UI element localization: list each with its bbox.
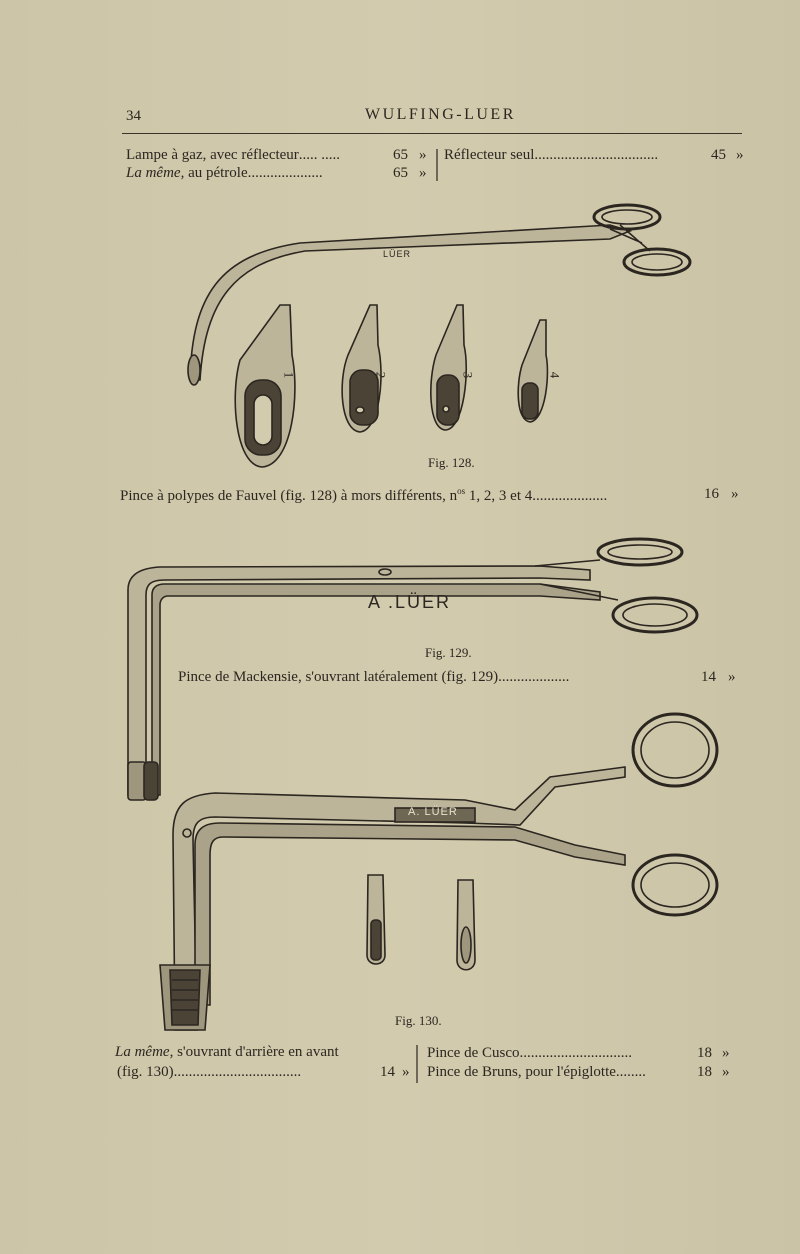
entry-label: Pince de Mackensie, s'ouvrant latéralement (fig. 129) xyxy=(178,669,499,685)
entry-label: (fig. 130) xyxy=(117,1064,174,1080)
entry-label-sup: os xyxy=(457,486,466,496)
entry-lampe-petrole xyxy=(126,165,323,182)
price-bruns: 18 xyxy=(697,1064,712,1080)
entry-la-meme xyxy=(115,1044,339,1061)
fig128-tip-label-2: 2 xyxy=(373,371,389,379)
fig128-tip-label-1: 1 xyxy=(281,371,297,379)
entry-label-italic: La même, xyxy=(115,1044,174,1060)
mark-lampe-petrole: » xyxy=(419,165,427,181)
fig129-engraving: A .LÜER xyxy=(368,592,452,612)
price-mackensie: 14 xyxy=(701,669,716,685)
mark-reflecteur: » xyxy=(736,147,744,163)
price-reflecteur: 45 xyxy=(711,147,726,163)
entry-label-tail: 1, 2, 3 et 4 xyxy=(465,488,533,504)
header-rule xyxy=(122,133,742,134)
leader-dots: .................... xyxy=(532,488,608,504)
entry-reflecteur xyxy=(444,147,658,164)
fig129-caption: Fig. 129. xyxy=(425,645,472,660)
entry-label: au pétrole xyxy=(184,165,248,181)
page-number: 34 xyxy=(126,108,141,124)
leader-dots: .............................. xyxy=(519,1045,632,1061)
price-cusco: 18 xyxy=(697,1045,712,1061)
leader-dots: ........ xyxy=(615,1064,646,1080)
mark-bruns: » xyxy=(722,1064,730,1080)
leader-dots: ..... ..... xyxy=(298,147,341,163)
brace-divider-bottom xyxy=(413,1043,425,1085)
entry-la-meme-line2 xyxy=(117,1064,301,1081)
fig130-engraving: A. LÜER xyxy=(408,806,458,818)
entry-cusco xyxy=(427,1045,632,1062)
mark-lampe-gaz: » xyxy=(419,147,427,163)
price-lampe-gaz: 65 xyxy=(393,147,408,163)
mark-cusco: » xyxy=(722,1045,730,1061)
entry-label-italic: La même, xyxy=(126,165,185,181)
mark-mackensie: » xyxy=(728,669,736,685)
fig128-tip-label-3: 3 xyxy=(460,371,476,379)
leader-dots: ................... xyxy=(498,669,570,685)
fig128-illustration xyxy=(180,195,700,475)
entry-mackensie xyxy=(178,669,569,686)
fig130-caption: Fig. 130. xyxy=(395,1013,442,1028)
entry-label: Pince à polypes de Fauvel (fig. 128) à mors différents, n xyxy=(120,488,458,504)
running-title: WULFING-LUER xyxy=(365,106,516,123)
leader-dots: .................... xyxy=(247,165,323,181)
fig128-caption: Fig. 128. xyxy=(428,455,475,470)
entry-fauvel xyxy=(120,486,607,505)
entry-label: Pince de Bruns, pour l'épiglotte xyxy=(427,1064,616,1080)
mark-fauvel: » xyxy=(731,486,739,502)
entry-lampe-gaz xyxy=(126,147,340,164)
price-fauvel: 16 xyxy=(704,486,719,502)
fig130-illustration xyxy=(155,705,725,1035)
fig128-engraving: LÜER xyxy=(383,249,412,259)
leader-dots: .................................. xyxy=(173,1064,302,1080)
fig128-tip-label-4: 4 xyxy=(547,371,563,379)
entry-label: Lampe à gaz, avec réflecteur xyxy=(126,147,299,163)
entry-label: Pince de Cusco xyxy=(427,1045,520,1061)
price-la-meme: 14 xyxy=(380,1064,395,1080)
leader-dots: ................................. xyxy=(534,147,659,163)
mark-la-meme: » xyxy=(402,1064,410,1080)
entry-bruns xyxy=(427,1064,646,1081)
price-lampe-petrole: 65 xyxy=(393,165,408,181)
entry-label: s'ouvrant d'arrière en avant xyxy=(173,1044,339,1060)
entry-label: Réflecteur seul xyxy=(444,147,535,163)
